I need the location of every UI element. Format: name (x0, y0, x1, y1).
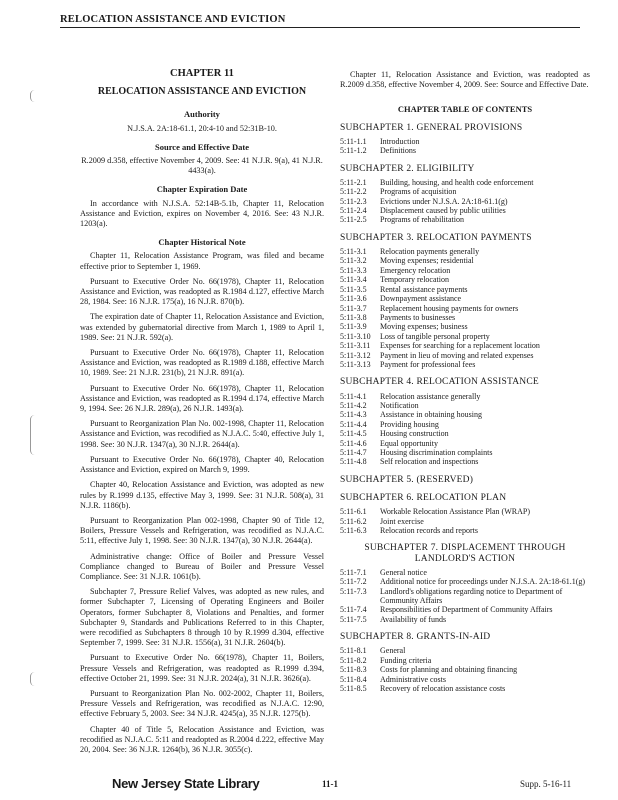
section-number: 5:11-3.5 (340, 284, 367, 294)
toc-entry (340, 178, 590, 187)
subchapter-heading: SUBCHAPTER 1. GENERAL PROVISIONS (340, 122, 523, 133)
section-title: Administrative costs (380, 674, 446, 684)
section-title: Emergency relocation (380, 265, 451, 275)
history-paragraph: Pursuant to Executive Order No. 66(1978), Chapter 11, Relocation Assistance and Eviction, was readopted as R.1989 d.188, effective March 10, 1989. See: 21 N.J.R. 231(b), 21 N.J.R. 891(a). (80, 348, 324, 378)
section-number: 5:11-4.2 (340, 400, 367, 410)
margin-mark (30, 672, 39, 686)
section-title: Availability of funds (380, 614, 447, 624)
section-number: 5:11-8.4 (340, 674, 367, 684)
history-paragraph: Subchapter 7, Pressure Relief Valves, was adopted as new rules, and former Subchapter 7, Licensing of Operating Engineers and Boiler Operators, former Subchapter 8, Violations and Penalties, and former Subchapter 9, Standards and Publications Referred to in this Chapter, were recodified as Subchapters 8 through 10 by R.1999 d.304, effective September 7, 1999. See: 31 N.J.R. 1556(a), 31 N.J.R. 2604(b). (80, 587, 324, 648)
toc-entry (340, 137, 590, 146)
section-number: 5:11-8.5 (340, 684, 367, 694)
toc-entry (340, 420, 590, 429)
section-number: 5:11-3.4 (340, 275, 367, 285)
toc-entry (340, 322, 590, 331)
toc-entry (340, 332, 590, 341)
section-title: Providing housing (380, 419, 439, 429)
section-title: Definitions (380, 146, 416, 156)
section-number: 5:11-1.2 (340, 146, 367, 156)
section-title: Notification (380, 400, 419, 410)
section-title: Replacement housing payments for owners (380, 303, 519, 313)
section-number: 5:11-3.1 (340, 247, 367, 257)
toc-entry (340, 507, 590, 516)
toc-entry (340, 313, 590, 322)
section-number: 5:11-4.8 (340, 457, 367, 467)
subchapter-heading: SUBCHAPTER 8. GRANTS-IN-AID (340, 632, 491, 643)
section-number: 5:11-2.2 (340, 187, 367, 197)
section-title: Payment in lieu of moving and related expenses (380, 350, 534, 360)
section-number: 5:11-4.3 (340, 410, 367, 420)
history-paragraph: Pursuant to Reorganization Plan No. 002-2002, Chapter 11, Boilers, Pressure Vessels and Refrigeration, was recodified as N.J.A.C. 12:90, effective February 5, 2003. See: 34 N.J.R. 4245(a), 35 N.J.R. 1275(b). (80, 688, 324, 719)
toc-entry (340, 656, 590, 665)
history-heading: Chapter Historical Note (158, 237, 246, 248)
section-number: 5:11-6.1 (340, 507, 367, 517)
toc-entry (340, 587, 590, 606)
section-title: Rental assistance payments (380, 284, 468, 294)
history-paragraph: Pursuant to Executive Order No. 66(1978), Chapter 11, Relocation Assistance and Eviction, was readopted as R.1994 d.174, effective March 9, 1994. See: 26 N.J.R. 289(a), 26 N.J.R. 1493(a). (80, 383, 324, 414)
supplement-date: Supp. 5-16-11 (520, 779, 572, 789)
margin-mark (30, 415, 39, 455)
page-number: 11-1 (322, 779, 339, 789)
section-title: Housing construction (380, 429, 449, 439)
section-title: Programs of rehabilitation (380, 215, 464, 225)
section-title: Recovery of relocation assistance costs (380, 684, 506, 694)
toc-entry (340, 275, 590, 284)
toc-entry (340, 197, 590, 206)
section-title: Loss of tangible personal property (380, 331, 490, 341)
toc-entry (340, 187, 590, 196)
section-number: 5:11-2.5 (340, 215, 367, 225)
section-title: Landlord's obligations regarding notice to Department of Community Affairs (380, 586, 563, 606)
toc-entry (340, 526, 590, 535)
section-title: Additional notice for proceedings under N.J.S.A. 2A:18-61.1(g) (380, 577, 586, 587)
toc-entry (340, 392, 590, 401)
section-number: 5:11-4.4 (340, 419, 367, 429)
right-column (340, 70, 590, 694)
section-number: 5:11-8.3 (340, 665, 367, 675)
section-title: Expenses for searching for a replacement location (380, 341, 540, 351)
section-title: Joint exercise (380, 516, 424, 526)
toc-entry (340, 517, 590, 526)
section-number: 5:11-3.10 (340, 331, 371, 341)
section-title: Costs for planning and obtaining financing (380, 665, 518, 675)
section-number: 5:11-6.3 (340, 526, 367, 536)
toc-entry (340, 665, 590, 674)
subchapter-heading: SUBCHAPTER 2. ELIGIBILITY (340, 163, 475, 174)
section-number: 5:11-4.1 (340, 391, 367, 401)
toc-entry (340, 294, 590, 303)
section-title: Building, housing, and health code enforcement (380, 177, 534, 187)
section-title: Self relocation and inspections (380, 457, 479, 467)
section-number: 5:11-8.2 (340, 655, 367, 665)
section-title: Relocation records and reports (380, 526, 478, 536)
section-number: 5:11-3.13 (340, 359, 371, 369)
toc-entry (340, 410, 590, 419)
section-number: 5:11-7.4 (340, 605, 367, 615)
toc-entry (340, 605, 590, 614)
section-number: 5:11-7.1 (340, 567, 367, 577)
library-stamp: New Jersey State Library (112, 776, 260, 791)
section-number: 5:11-3.12 (340, 350, 371, 360)
section-title: Payments to businesses (380, 312, 456, 322)
toc-entry (340, 146, 590, 155)
history-paragraph: Pursuant to Executive Order No. 66(1978), Chapter 40, Relocation Assistance and Eviction, expired on March 9, 1999. (80, 454, 324, 475)
section-number: 5:11-4.7 (340, 447, 367, 457)
history-paragraph: Pursuant to Executive Order No. 66(1978), Chapter 11, Boilers, Pressure Vessels and Refrigeration, was readopted as R.1999 d.394, effective October 21, 1999. See: 31 N.J.R. 2024(a), 31 N.J.R. 3626(a). (80, 653, 324, 683)
expiration-heading: Chapter Expiration Date (156, 184, 248, 195)
section-number: 5:11-1.1 (340, 136, 367, 146)
section-number: 5:11-7.3 (340, 586, 367, 596)
toc-entry (340, 429, 590, 438)
toc-entry (340, 360, 590, 369)
toc-entry (340, 684, 590, 693)
toc-entry (340, 568, 590, 577)
subchapter-heading: SUBCHAPTER 4. RELOCATION ASSISTANCE (340, 377, 539, 388)
section-title: Funding criteria (380, 655, 432, 665)
section-title: Programs of acquisition (380, 187, 457, 197)
history-paragraph: Chapter 40 of Title 5, Relocation Assistance and Eviction, was recodified as N.J.A.C. 5:11 and readopted as R.2004 d.222, effective May 20, 2004. See: 36 N.J.R. 1264(b), 36 N.J.R. 3055(c). (80, 724, 324, 754)
toc-entry (340, 577, 590, 586)
toc-entry (340, 615, 590, 624)
section-title: General (380, 646, 406, 656)
toc-entry (340, 256, 590, 265)
toc-entry (340, 206, 590, 215)
toc-entry (340, 439, 590, 448)
section-title: Temporary relocation (380, 275, 449, 285)
left-column (80, 64, 324, 760)
page-footer (0, 776, 618, 796)
section-number: 5:11-8.1 (340, 646, 367, 656)
section-title: Relocation assistance generally (380, 391, 481, 401)
section-title: Payment for professional fees (380, 359, 476, 369)
toc-entry (340, 304, 590, 313)
section-number: 5:11-2.3 (340, 196, 367, 206)
toc-entry (340, 457, 590, 466)
history-paragraph: Pursuant to Executive Order No. 66(1978), Chapter 11, Relocation Assistance and Eviction, was readopted as R.1984 d.127, effective March 28, 1984. See: 16 N.J.R. 175(a), 16 N.J.R. 870(b). (80, 276, 324, 307)
section-title: Housing discrimination complaints (380, 447, 493, 457)
section-number: 5:11-2.1 (340, 177, 367, 187)
section-title: Equal opportunity (380, 438, 438, 448)
section-title: General notice (380, 567, 427, 577)
toc-entry (340, 646, 590, 655)
section-number: 5:11-3.9 (340, 322, 367, 332)
readoption-note: Chapter 11, Relocation Assistance and Eviction, was readopted as R.2009 d.358, effective November 4, 2009. See: Source and Effective Date. (340, 70, 590, 90)
section-number: 5:11-4.5 (340, 429, 367, 439)
section-title: Relocation payments generally (380, 247, 480, 257)
historical-notes (80, 251, 324, 755)
section-number: 5:11-3.11 (340, 341, 371, 351)
history-paragraph: Pursuant to Reorganization Plan No. 002-1998, Chapter 11, Relocation Assistance and Eviction, was recodified as N.J.A.C. 5:40, effective July 1, 1998. See: 30 N.J.R. 1347(a), 30 N.J.R. 2644(a). (80, 419, 324, 449)
section-number: 5:11-7.2 (340, 577, 367, 587)
subchapter-heading: SUBCHAPTER 5. (RESERVED) (340, 474, 474, 485)
section-number: 5:11-3.6 (340, 294, 367, 304)
history-paragraph: Chapter 11, Relocation Assistance Program, was filed and became effective prior to September 1, 1969. (80, 251, 324, 271)
toc-entry (340, 448, 590, 457)
section-number: 5:11-4.6 (340, 438, 367, 448)
toc-heading: CHAPTER TABLE OF CONTENTS (397, 104, 533, 115)
section-title: Responsibilities of Department of Community Affairs (380, 605, 553, 615)
source-text: R.2009 d.358, effective November 4, 2009. See: 41 N.J.R. 9(a), 41 N.J.R. 4433(a). (81, 156, 323, 176)
section-title: Evictions under N.J.S.A. 2A:18-61.1(g) (380, 196, 508, 206)
section-number: 5:11-6.2 (340, 516, 367, 526)
section-number: 5:11-3.3 (340, 265, 367, 275)
section-number: 5:11-2.4 (340, 206, 367, 216)
chapter-title: RELOCATION ASSISTANCE AND EVICTION (97, 86, 307, 98)
section-title: Assistance in obtaining housing (380, 410, 482, 420)
subchapter-heading: SUBCHAPTER 3. RELOCATION PAYMENTS (340, 232, 532, 243)
section-number: 5:11-3.7 (340, 303, 367, 313)
section-title: Moving expenses; business (380, 322, 468, 332)
section-title: Moving expenses; residential (380, 256, 474, 266)
toc-entry (340, 215, 590, 224)
section-title: Introduction (380, 136, 420, 146)
toc-entry (340, 401, 590, 410)
section-title: Downpayment assistance (380, 294, 462, 304)
authority-text: N.J.S.A. 2A:18-61.1, 20:4-10 and 52:31B-10. (127, 123, 277, 133)
subchapter-heading: SUBCHAPTER 6. RELOCATION PLAN (340, 493, 507, 503)
chapter-number: CHAPTER 11 (170, 68, 234, 79)
toc-entry (340, 247, 590, 256)
section-title: Workable Relocation Assistance Plan (WRAP) (380, 507, 530, 517)
toc-entry (340, 266, 590, 275)
expiration-text: In accordance with N.J.S.A. 52:14B-5.1b, Chapter 11, Relocation Assistance and Eviction, expires on November 4, 2016. See: 43 N.J.R. 1203(a). (80, 198, 324, 229)
source-heading: Source and Effective Date (154, 141, 250, 152)
section-number: 5:11-7.5 (340, 614, 367, 624)
section-number: 5:11-3.8 (340, 312, 367, 322)
section-title: Displacement caused by public utilities (380, 206, 506, 216)
history-paragraph: Chapter 40, Relocation Assistance and Eviction, was adopted as new rules by R.1999 d.135, effective May 3, 1999. See: 31 N.J.R. 508(a), 31 N.J.R. 1186(b). (80, 480, 324, 510)
subchapter-heading: SUBCHAPTER 7. DISPLACEMENT THROUGH LANDLORD'S ACTION (364, 543, 566, 564)
history-paragraph: Pursuant to Reorganization Plan 002-1998, Chapter 90 of Title 12, Boilers, Pressure Vessels and Refrigeration, was recodified as N.J.A.C. 5:11, effective July 1, 1998. See: 30 N.J.R. 1347(a), 30 N.J.R. 2644(a). (80, 515, 324, 546)
history-paragraph: The expiration date of Chapter 11, Relocation Assistance and Eviction, was extended by gubernatorial directive from March 1, 1989 to April 1, 1989. See: 21 N.J.R. 592(a). (80, 312, 324, 342)
toc-entry (340, 351, 590, 360)
toc-entry (340, 341, 590, 350)
authority-heading: Authority (184, 109, 220, 120)
toc-entry (340, 285, 590, 294)
margin-mark (30, 90, 39, 102)
toc-entry (340, 675, 590, 684)
running-head: RELOCATION ASSISTANCE AND EVICTION (60, 14, 580, 28)
history-paragraph: Administrative change: Office of Boiler and Pressure Vessel Compliance changed to Bureau of Boiler and Pressure Vessel Compliance. See: 31 N.J.R. 1061(b). (80, 551, 324, 581)
table-of-contents (340, 123, 590, 694)
section-number: 5:11-3.2 (340, 256, 367, 266)
